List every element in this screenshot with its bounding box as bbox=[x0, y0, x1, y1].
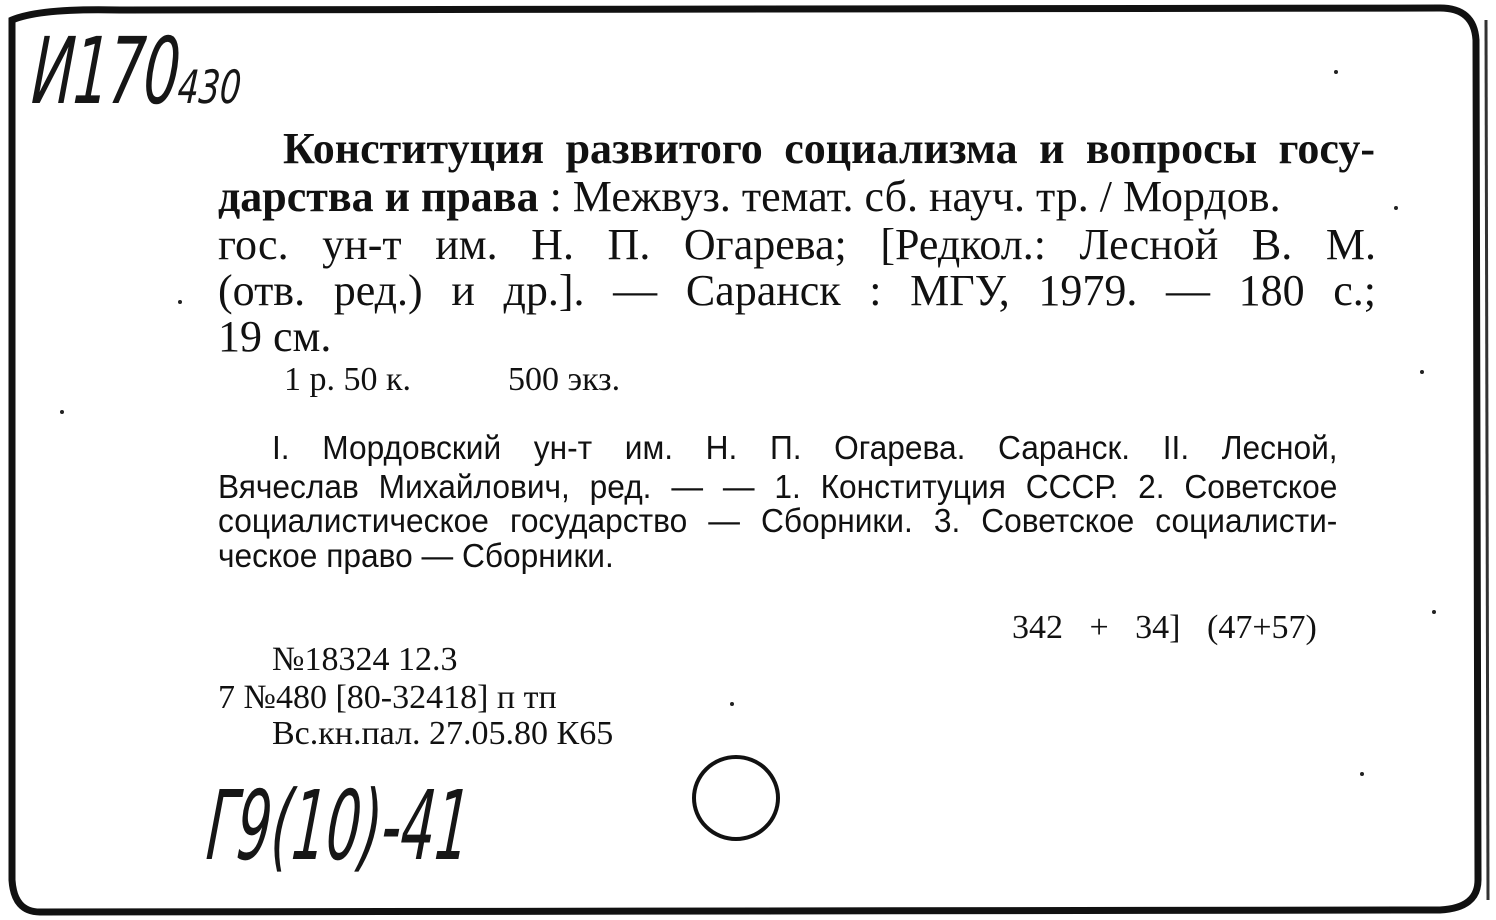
title-line-4: (отв. ред.) и др.]. — Саранск : МГУ, 1979. — 180 с.; bbox=[218, 266, 1376, 315]
speck bbox=[730, 702, 734, 706]
notes-line-1: I. Мордовский ун-т им. Н. П. Огарева. Саранск. II. Лесной, bbox=[272, 429, 1338, 466]
handwritten-call-number-sub: 430 bbox=[175, 60, 244, 114]
title-line-5: 19 см. bbox=[218, 312, 332, 361]
title-line-3: гос. ун-т им. Н. П. Огарева; [Редкол.: Лесной В. М. bbox=[218, 220, 1376, 269]
notes-line-3: социалистическое государство — Сборники. 3. Советское социалисти- bbox=[218, 502, 1338, 539]
code-line-3: Вс.кн.пал. 27.05.80 К65 bbox=[272, 715, 614, 752]
stamp-circle-icon bbox=[690, 752, 782, 844]
speck bbox=[1394, 206, 1398, 210]
title-line-2-bold: дарства и права bbox=[218, 172, 539, 221]
classification-index: 342 + 34] (47+57) bbox=[1012, 609, 1317, 646]
notes-line-4: ческое право — Сборники. bbox=[218, 537, 614, 574]
speck bbox=[1432, 610, 1436, 614]
notes-line-2: Вячеслав Михайлович, ред. — — 1. Конституция СССР. 2. Советское bbox=[218, 468, 1338, 505]
speck bbox=[178, 300, 182, 304]
code-line-2: 7 №480 [80-32418] п тп bbox=[218, 679, 557, 716]
speck bbox=[60, 410, 64, 414]
speck bbox=[1334, 70, 1338, 74]
copies: 500 экз. bbox=[508, 361, 621, 398]
title-line-2-rest: : Межвуз. темат. сб. науч. тр. / Мордов. bbox=[538, 172, 1281, 221]
title-line-1: Конституция развитого социализма и вопросы госу- bbox=[283, 124, 1375, 173]
handwritten-classification: Г9(10)-41 bbox=[203, 770, 475, 882]
code-line-1: №18324 12.3 bbox=[272, 641, 458, 678]
title-line-2 bbox=[218, 174, 1378, 220]
speck bbox=[1420, 370, 1424, 374]
handwritten-call-number: И170 bbox=[29, 18, 183, 125]
price: 1 р. 50 к. bbox=[284, 361, 412, 398]
speck bbox=[1360, 772, 1364, 776]
